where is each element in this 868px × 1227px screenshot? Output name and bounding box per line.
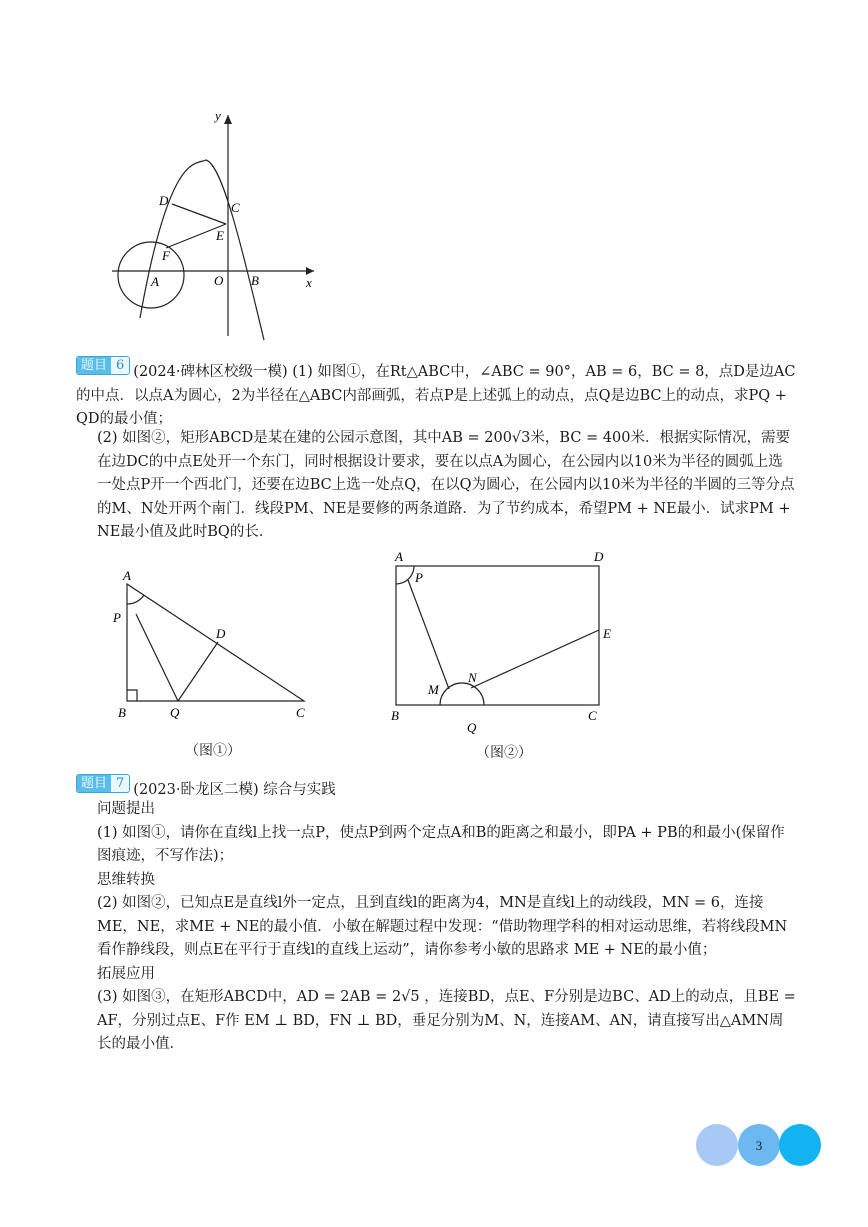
fig2-label-B: B (391, 708, 399, 723)
q7-section-2: 思维转换 (97, 871, 155, 888)
q7-part3: (3) 如图③，在矩形ABCD中，AD = 2AB = 2√5 ，连接BD，点E、F分别是边BC、AD上的动点，且BE = AF，分别过点E、F作 EM ⊥ BD，FN ⊥ BD，垂足分别为M、N，连接AM、AN，请直接写出△AMN周长的最小值． (97, 989, 796, 1052)
top-coordinate-figure (0, 0, 868, 350)
fig2-label-A: A (395, 549, 403, 564)
fig1-label-A: A (123, 568, 131, 583)
label-B: B (251, 273, 259, 288)
label-F: F (162, 248, 170, 263)
q6-part1: (2024·碑林区校级一模) (1) 如图①，在Rt△ABC中，∠ABC = 90°，AB = 6，BC = 8，点D是边AC的中点．以点A为圆心，2为半径在△ABC内部画弧，若点P是上述弧上的动点，点Q是边BC上的动点，求PQ + QD的最小值； (76, 364, 796, 427)
page-circle-right (779, 1124, 821, 1166)
q7-section-1: 问题提出 (97, 801, 155, 817)
label-E: E (216, 228, 224, 243)
q7-section-3: 拓展应用 (97, 965, 155, 982)
fig2-label-D: D (594, 549, 604, 564)
question-badge: 题目 6 (76, 356, 130, 375)
q7-part2: (2) 如图②，已知点E是直线l外一定点，且到直线l的距离为4，MN是直线l上的动线段，MN = 6，连接ME，NE，求ME + NE的最小值．小敏在解题过程中发现：“借助物理学科的相对运动思维，若将线段MN看作静线段，则点E在平行于直线l的直线上运动”，请你参考小敏的思路求 ME + NE的最小值； (97, 895, 788, 958)
label-D: D (159, 193, 169, 208)
label-A: A (151, 274, 159, 289)
fig2-label-N: N (468, 670, 477, 685)
fig2-label-Q: Q (467, 720, 477, 735)
fig2-label-C: C (588, 708, 597, 723)
label-x: x (306, 275, 312, 290)
label-y: y (215, 108, 221, 123)
parabola (140, 160, 264, 340)
q6-part2: (2) 如图②，矩形ABCD是某在建的公园示意图，其中AB = 200√3米，BC = 400米．根据实际情况，需要在边DC的中点E处开一个东门，同时根据设计要求，要在以点A为圆心，在公园内以10米为半径的圆弧上选一处点P开一个西北门，还要在边BC上选一处点Q，在以Q为圆心，在公园内以10米为半径的半圆的三等分点的M、N处开两个南门．线段PM、NE是要修的两条道路．为了节约成本，希望PM + NE最小．试求PM + NE最小值及此时BQ的长． (97, 430, 795, 540)
page-number: 3 (755, 1138, 763, 1153)
page-indicator (0, 1110, 868, 1180)
question-badge: 题目 7 (76, 774, 130, 793)
fig1-label-C: C (296, 705, 305, 720)
page-circle-left (696, 1124, 738, 1166)
y-axis-arrow (224, 115, 232, 124)
fig1-caption: （图①） (185, 743, 241, 759)
fig1-label-B: B (118, 705, 126, 720)
fig2-label-E: E (603, 626, 611, 641)
q7-head: (2023·卧龙区二模) 综合与实践 (133, 782, 336, 798)
q6-part2-block (97, 427, 797, 545)
question-6 (76, 356, 798, 432)
label-C: C (231, 200, 240, 215)
q7-body (97, 798, 797, 1057)
fig2-caption: （图②） (476, 745, 532, 761)
fig2-label-P: P (415, 570, 423, 585)
fig2-label-M: M (428, 682, 439, 697)
figure-2 (0, 545, 868, 745)
fig1-label-P: P (113, 610, 121, 625)
x-axis-arrow (306, 267, 314, 275)
q7-part1: (1) 如图①，请你在直线l上找一点P，使点P到两个定点A和B的距离之和最小，即PA + PB的和最小(保留作图痕迹，不写作法)； (97, 824, 785, 864)
fig1-label-Q: Q (170, 705, 180, 720)
label-O: O (214, 273, 224, 288)
fig1-label-D: D (216, 626, 226, 641)
